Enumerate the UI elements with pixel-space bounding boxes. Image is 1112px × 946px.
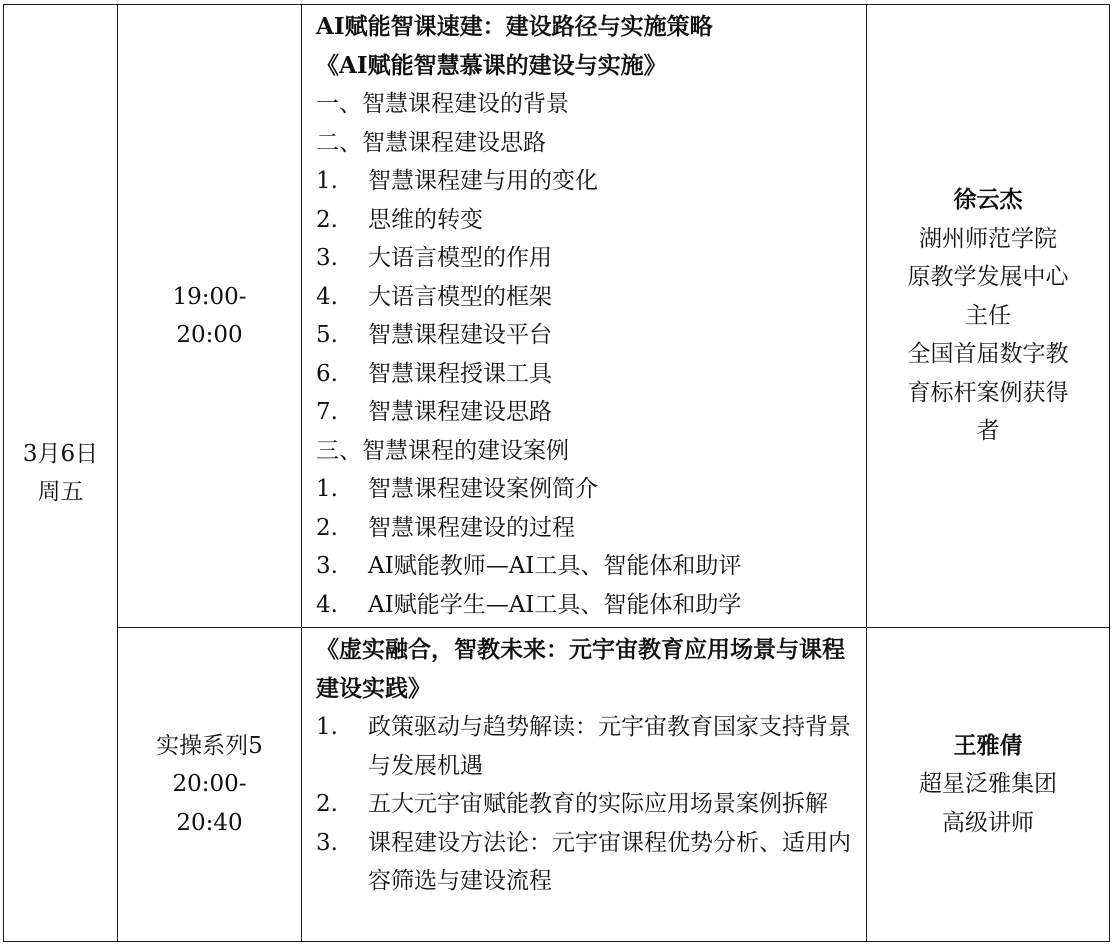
outline-item bbox=[316, 393, 866, 432]
date-weekday: 周五 bbox=[37, 479, 84, 505]
date-day: 3月6日 bbox=[22, 440, 99, 467]
session1-content-cell bbox=[302, 5, 867, 628]
item-number: 1. bbox=[316, 714, 338, 740]
speaker-detail-line: 湖州师范学院 bbox=[919, 225, 1057, 252]
item-text: 政策驱动与趋势解读：元宇宙教育国家支持背景与发展机遇 bbox=[368, 714, 851, 779]
outline-heading: 二、智慧课程建设思路 bbox=[316, 129, 546, 156]
item-text: 五大元宇宙赋能教育的实际应用场景案例拆解 bbox=[368, 791, 828, 817]
speaker-detail-line: 高级讲师 bbox=[942, 809, 1034, 836]
date-cell bbox=[4, 5, 118, 942]
speaker-name: 徐云杰 bbox=[953, 186, 1023, 214]
item-text: 智慧课程建设思路 bbox=[368, 399, 552, 425]
item-text: AI赋能学生—AI工具、智能体和助学 bbox=[368, 591, 742, 618]
outline-item bbox=[316, 278, 866, 317]
item-text: 课程建设方法论：元宇宙课程优势分析、适用内容筛选与建设流程 bbox=[368, 829, 851, 894]
outline-item bbox=[316, 355, 866, 394]
session2-series: 实操系列5 bbox=[156, 732, 263, 759]
session2-speaker-cell bbox=[867, 628, 1110, 942]
item-number: 2. bbox=[316, 791, 338, 817]
speaker-detail-line: 主任 bbox=[965, 302, 1011, 329]
speaker-details bbox=[873, 765, 1103, 842]
outline-item bbox=[316, 316, 866, 355]
outline-item bbox=[316, 239, 866, 278]
speaker-name: 王雅倩 bbox=[953, 731, 1023, 759]
item-number: 3. bbox=[316, 553, 338, 579]
session2-time-start: 20:00- bbox=[172, 771, 247, 798]
session-row-1 bbox=[4, 5, 1110, 628]
item-number: 3. bbox=[316, 829, 338, 856]
item-number: 4. bbox=[316, 591, 338, 618]
item-number: 2. bbox=[316, 514, 338, 541]
outline-item bbox=[316, 586, 866, 625]
outline-item bbox=[316, 708, 866, 785]
outline-item bbox=[316, 785, 866, 824]
outline-item bbox=[316, 547, 866, 586]
outline-heading: 一、智慧课程建设的背景 bbox=[316, 91, 569, 117]
schedule-table bbox=[3, 4, 1110, 942]
session2-outline bbox=[316, 708, 866, 901]
outline-item bbox=[316, 201, 866, 240]
item-text: 智慧课程建设的过程 bbox=[368, 514, 575, 541]
item-text: 智慧课程建设平台 bbox=[368, 322, 552, 348]
item-text: 思维的转变 bbox=[368, 206, 483, 233]
speaker-details bbox=[873, 220, 1103, 451]
item-text: 大语言模型的作用 bbox=[368, 245, 552, 271]
session2-time-cell bbox=[118, 628, 302, 942]
session1-outline bbox=[316, 85, 866, 624]
session2-time-end: 20:40 bbox=[176, 809, 243, 836]
item-number: 7. bbox=[316, 399, 338, 425]
item-number: 1. bbox=[316, 168, 338, 194]
outline-item bbox=[316, 162, 866, 201]
speaker-detail-line: 育标杆案例获得 bbox=[907, 379, 1069, 406]
item-text: 智慧课程建与用的变化 bbox=[368, 168, 598, 194]
outline-item bbox=[316, 470, 866, 509]
speaker-detail-line: 者 bbox=[976, 418, 1000, 445]
item-text: AI赋能教师—AI工具、智能体和助评 bbox=[368, 553, 742, 579]
item-number: 5. bbox=[316, 322, 338, 348]
session1-speaker-cell bbox=[867, 5, 1110, 628]
item-number: 6. bbox=[316, 360, 338, 387]
session2-title: 《虚实融合，智教未来：元宇宙教育应用场景与课程建设实践》 bbox=[316, 636, 845, 702]
session1-time-end: 20:00 bbox=[176, 322, 243, 348]
session1-title-main: AI赋能智课速建：建设路径与实施策略 bbox=[316, 13, 713, 40]
session1-time-cell bbox=[118, 5, 302, 628]
session1-time-start: 19:00- bbox=[172, 283, 247, 310]
session-row-2 bbox=[4, 628, 1110, 942]
session1-title-book: 《AI赋能智慧慕课的建设与实施》 bbox=[316, 51, 667, 79]
session2-content-cell bbox=[302, 628, 867, 942]
item-number: 3. bbox=[316, 245, 338, 271]
outline-item bbox=[316, 509, 866, 548]
item-text: 大语言模型的框架 bbox=[368, 283, 552, 310]
item-number: 2. bbox=[316, 206, 338, 233]
speaker-detail-line: 原教学发展中心 bbox=[907, 264, 1069, 291]
speaker-detail-line: 超星泛雅集团 bbox=[919, 771, 1057, 798]
outline-heading: 三、智慧课程的建设案例 bbox=[316, 437, 569, 464]
speaker-detail-line: 全国首届数字教 bbox=[907, 341, 1069, 368]
item-number: 4. bbox=[316, 283, 338, 310]
outline-item bbox=[316, 824, 866, 901]
item-number: 1. bbox=[316, 476, 338, 502]
item-text: 智慧课程建设案例简介 bbox=[368, 476, 598, 502]
item-text: 智慧课程授课工具 bbox=[368, 360, 552, 387]
